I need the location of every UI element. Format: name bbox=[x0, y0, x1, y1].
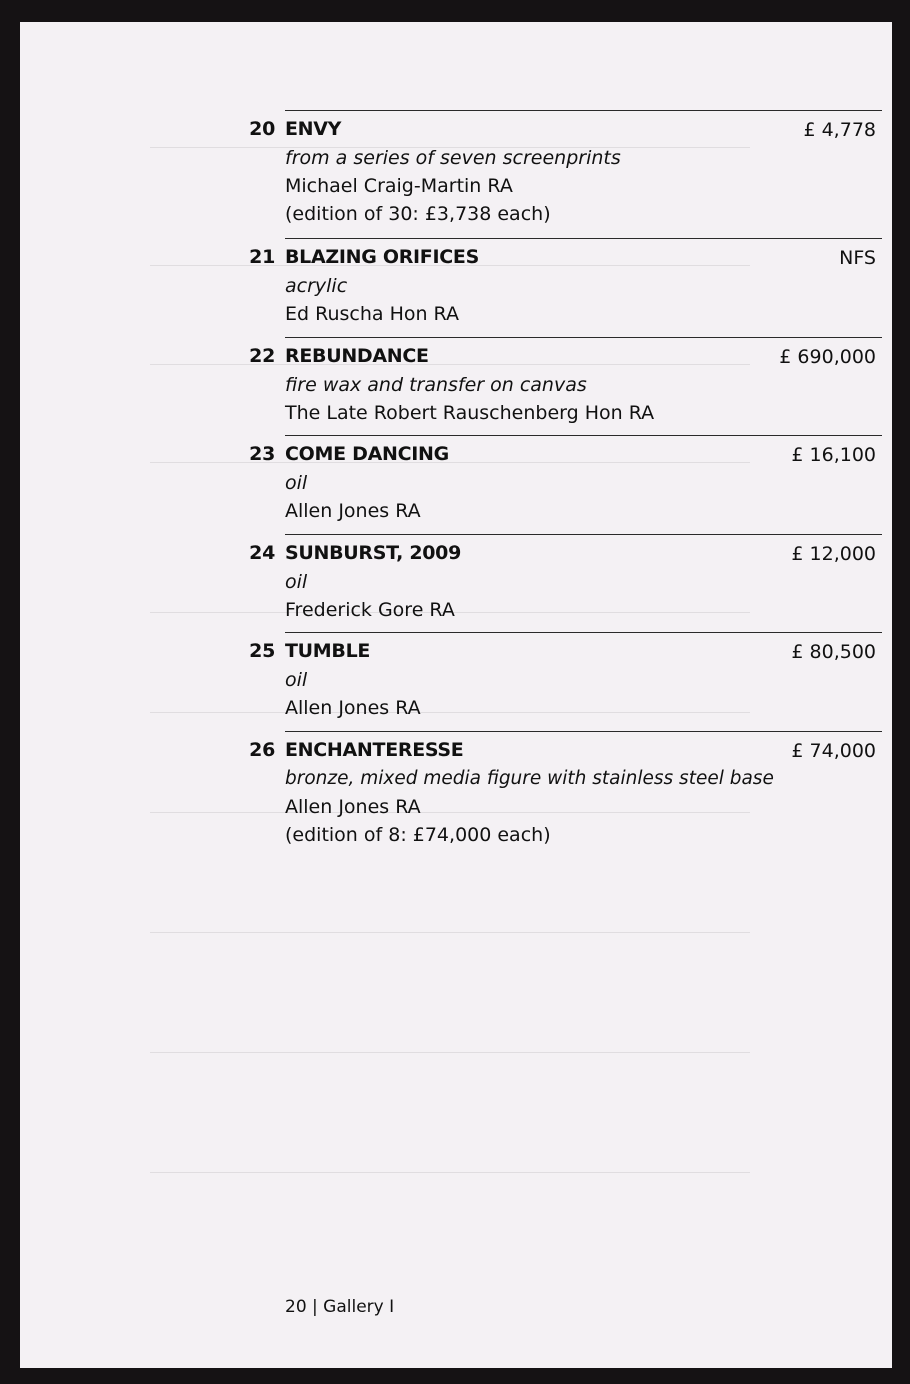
entry-divider bbox=[285, 337, 882, 338]
entry-title: TUMBLE bbox=[285, 640, 371, 662]
page-footer: 20 | Gallery I bbox=[285, 1297, 395, 1317]
entry-number: 22 bbox=[249, 345, 275, 367]
entry-number: 20 bbox=[249, 118, 275, 140]
entry-divider bbox=[285, 435, 882, 436]
entry-divider bbox=[285, 110, 882, 111]
entry-price: £ 690,000 bbox=[779, 346, 876, 368]
entry-edition: (edition of 8: £74,000 each) bbox=[285, 824, 551, 846]
entry-medium: fire wax and transfer on canvas bbox=[285, 374, 587, 396]
catalogue-page bbox=[20, 22, 892, 1368]
entry-artist: Frederick Gore RA bbox=[285, 599, 455, 621]
entry-title: ENCHANTERESSE bbox=[285, 739, 464, 761]
entry-medium: oil bbox=[285, 669, 308, 691]
entry-price: £ 4,778 bbox=[803, 119, 876, 141]
entry-number: 26 bbox=[249, 739, 275, 761]
catalogue-list bbox=[20, 22, 892, 1368]
entry-price: £ 74,000 bbox=[791, 740, 876, 762]
entry-medium: oil bbox=[285, 571, 308, 593]
entry-medium: oil bbox=[285, 472, 308, 494]
entry-title: SUNBURST, 2009 bbox=[285, 542, 462, 564]
entry-title: COME DANCING bbox=[285, 443, 449, 465]
entry-price: £ 80,500 bbox=[791, 641, 876, 663]
entry-price: £ 16,100 bbox=[791, 444, 876, 466]
entry-artist: Michael Craig-Martin RA bbox=[285, 175, 513, 197]
entry-price: £ 12,000 bbox=[791, 543, 876, 565]
entry-artist: Allen Jones RA bbox=[285, 796, 421, 818]
entry-number: 25 bbox=[249, 640, 275, 662]
entry-artist: The Late Robert Rauschenberg Hon RA bbox=[285, 402, 655, 424]
entry-artist: Allen Jones RA bbox=[285, 697, 421, 719]
entry-price: NFS bbox=[839, 247, 876, 269]
entry-divider bbox=[285, 731, 882, 732]
entry-number: 24 bbox=[249, 542, 275, 564]
entry-medium: bronze, mixed media figure with stainless steel base bbox=[285, 768, 774, 789]
entry-divider bbox=[285, 238, 882, 239]
entry-edition: (edition of 30: £3,738 each) bbox=[285, 203, 551, 225]
entry-medium: acrylic bbox=[285, 275, 348, 297]
entry-divider bbox=[285, 534, 882, 535]
entry-number: 23 bbox=[249, 443, 275, 465]
entry-title: ENVY bbox=[285, 118, 342, 140]
entry-divider bbox=[285, 632, 882, 633]
entry-medium: from a series of seven screenprints bbox=[285, 147, 621, 169]
entry-number: 21 bbox=[249, 246, 275, 268]
entry-title: REBUNDANCE bbox=[285, 345, 429, 367]
entry-artist: Allen Jones RA bbox=[285, 500, 421, 522]
entry-title: BLAZING ORIFICES bbox=[285, 246, 479, 268]
entry-artist: Ed Ruscha Hon RA bbox=[285, 303, 459, 325]
